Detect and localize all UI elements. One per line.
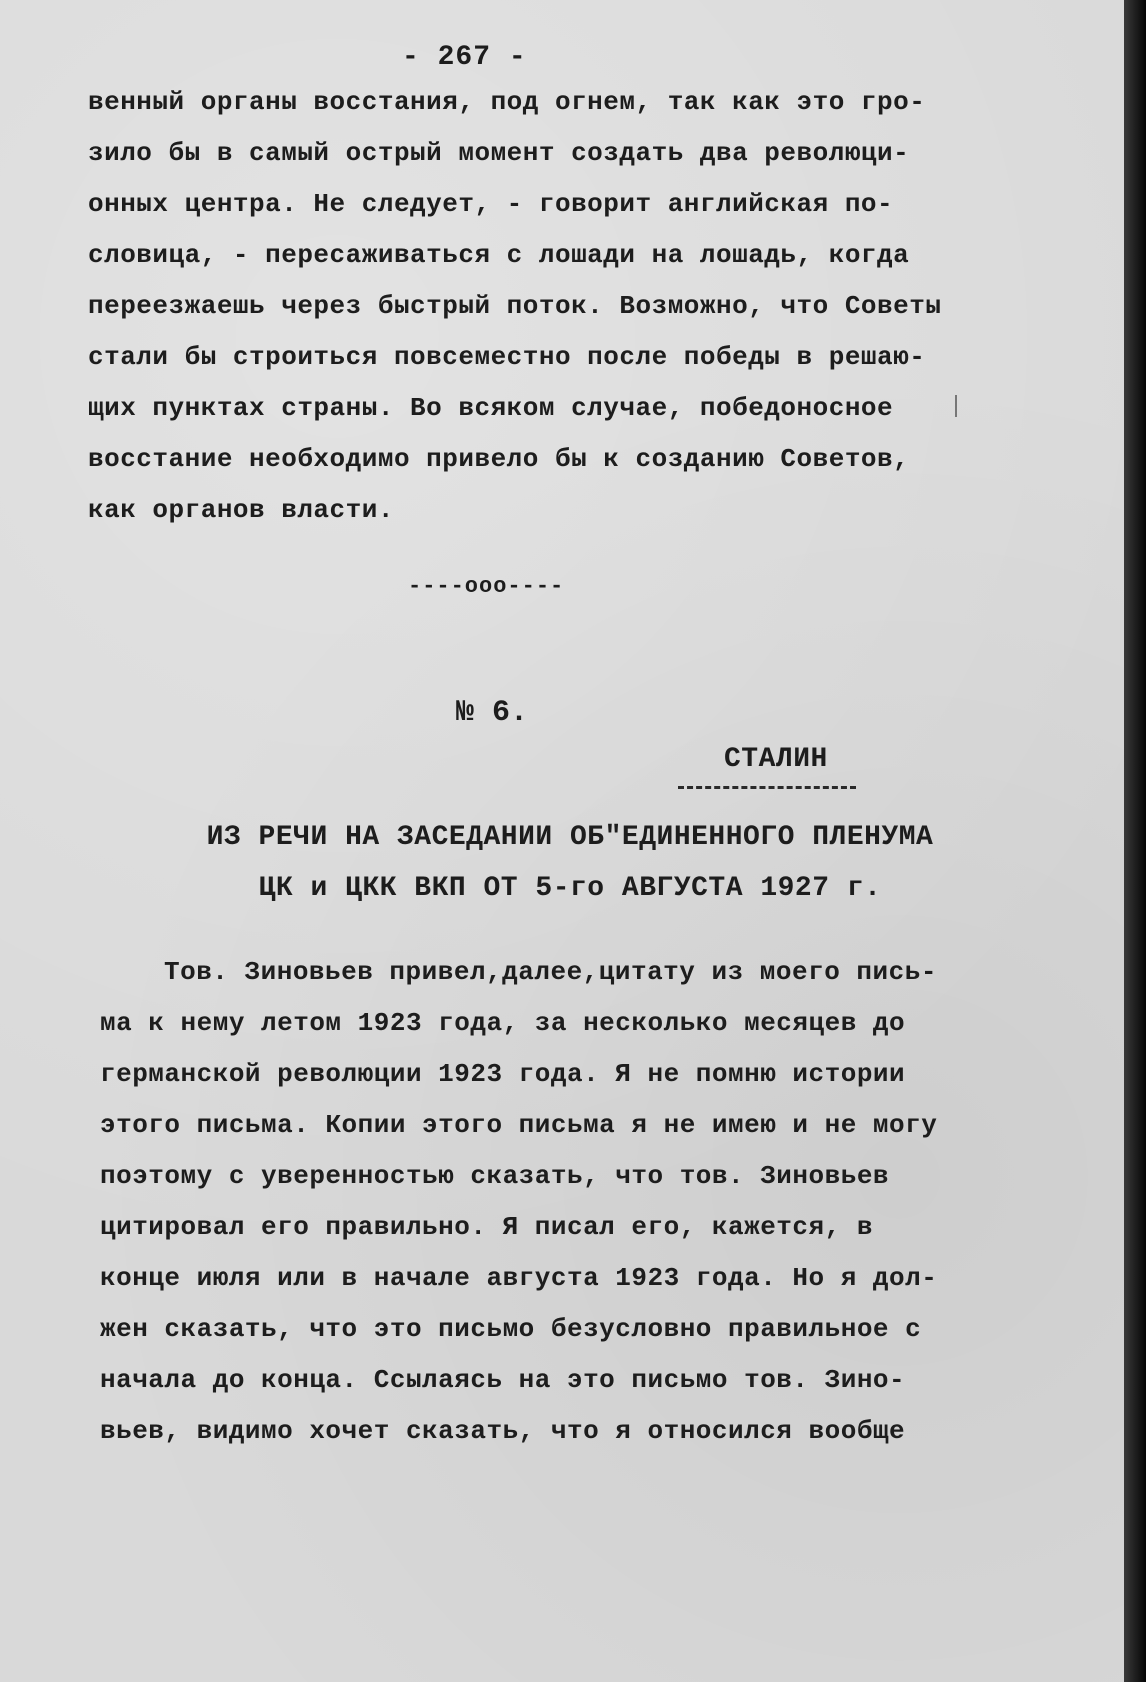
text-line: германской революции 1923 года. Я не помню истории — [100, 1059, 906, 1089]
document-number: № 6. — [456, 696, 529, 730]
text-line: Тов. Зиновьев привел,далее,цитату из моего пись- — [164, 957, 937, 987]
text-line: конце июля или в начале августа 1923 года. Но я дол- — [100, 1263, 938, 1293]
document-title-line-1: ИЗ РЕЧИ НА ЗАСЕДАНИИ ОБ"ЕДИНЕННОГО ПЛЕНУМА — [206, 822, 934, 853]
author-underline — [678, 786, 856, 789]
text-line: как органов власти. — [88, 495, 394, 525]
text-line: венный органы восстания, под огнем, так как это гро- — [88, 87, 926, 117]
text-line: словица, - пересаживаться с лошади на лошадь, когда — [88, 240, 910, 270]
text-line: вьев, видимо хочет сказать, что я относился вообще — [100, 1416, 906, 1446]
scan-edge — [1124, 0, 1146, 1682]
text-line: начала до конца. Ссылаясь на это письмо тов. Зино- — [100, 1365, 906, 1395]
margin-mark — [955, 395, 957, 417]
text-line: жен сказать, что это письмо безусловно правильное с — [100, 1314, 922, 1344]
text-line: цитировал его правильно. Я писал его, кажется, в — [100, 1212, 873, 1242]
text-line: онных центра. Не следует, - говорит английская по- — [88, 189, 894, 219]
text-line: этого письма. Копии этого письма я не имею и не могу — [100, 1110, 938, 1140]
text-line: зило бы в самый острый момент создать два революци- — [88, 138, 910, 168]
section-separator: ----ооо---- — [408, 574, 565, 599]
text-line: стали бы строиться повсеместно после победы в решаю- — [88, 342, 926, 372]
continuation-paragraph — [88, 77, 968, 536]
text-line: восстание необходимо привело бы к созданию Советов, — [88, 444, 910, 474]
document-title-line-2: ЦК и ЦКК ВКП ОТ 5-го АВГУСТА 1927 г. — [258, 873, 882, 904]
speech-paragraph — [100, 947, 975, 1457]
document-author: СТАЛИН — [724, 744, 828, 775]
page-number: - 267 - — [402, 42, 527, 73]
text-line: переезжаешь через быстрый поток. Возможно, что Советы — [88, 291, 942, 321]
text-line: поэтому с уверенностью сказать, что тов. Зиновьев — [100, 1161, 890, 1191]
text-line: щих пунктах страны. Во всяком случае, победоносное — [88, 393, 894, 423]
text-line: ма к нему летом 1923 года, за несколько месяцев до — [100, 1008, 906, 1038]
